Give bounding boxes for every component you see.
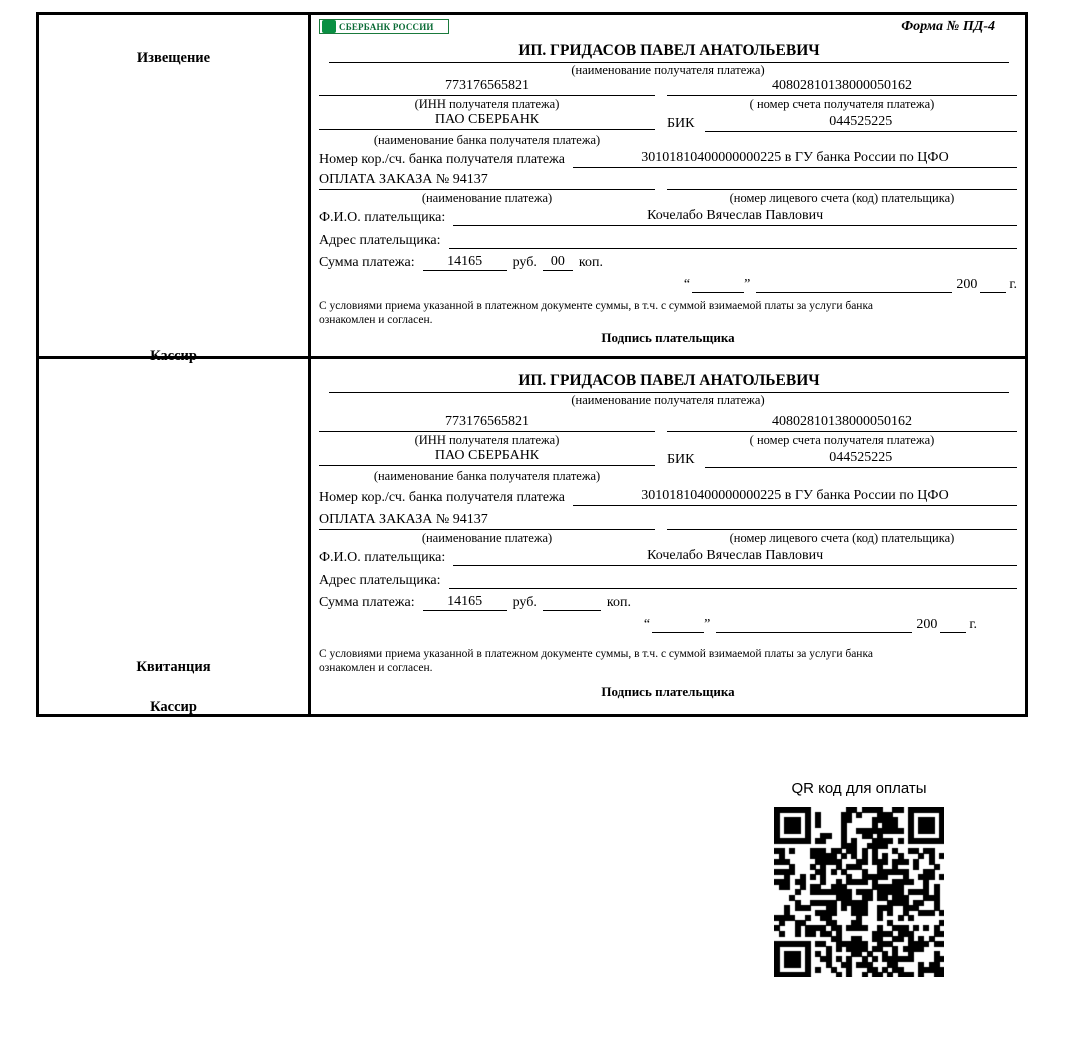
caption-recipient-notice: (наименование получателя платежа) — [571, 63, 765, 77]
label-kassir-receipt: Кассир — [150, 698, 197, 715]
date-year-g-receipt: г. — [969, 616, 977, 632]
payment-purpose-receipt: ОПЛАТА ЗАКАЗА № 94137 — [319, 512, 655, 530]
receipt-right-column — [311, 359, 1025, 714]
agreement-line1-receipt: С условиями приема указанной в платежном документе суммы, в т.ч. с суммой взимаемой платы за услуги банка — [319, 647, 873, 660]
date-day-blank-notice — [692, 278, 744, 293]
caption-payment-notice: (наименование платежа) — [421, 191, 553, 205]
date-day-blank-receipt — [652, 618, 704, 633]
korr-label-receipt: Номер кор./сч. банка получателя платежа — [319, 489, 565, 505]
sum-kop-value-receipt — [543, 594, 601, 611]
recipient-name-receipt: ИП. ГРИДАСОВ ПАВЕЛ АНАТОЛЬЕВИЧ — [329, 371, 1009, 393]
sum-kop-value-notice: 00 — [543, 254, 573, 271]
personal-account-notice — [667, 172, 1017, 190]
date-quote-close-receipt: ” — [704, 616, 711, 632]
bik-row-notice — [667, 114, 1017, 132]
kop-label-notice: коп. — [578, 255, 603, 270]
agreement-line2-receipt: ознакомлен и согласен. — [319, 662, 433, 675]
date-year-prefix-notice: 200 — [956, 277, 978, 292]
receipt-left-column — [39, 359, 311, 714]
date-month-blank-notice — [756, 278, 952, 293]
caption-payment-receipt: (наименование платежа) — [421, 530, 553, 545]
caption-personal-account-receipt: (номер лицевого счета (код) плательщика) — [729, 530, 955, 545]
payer-fio-value-notice: Кочелабо Вячеслав Павлович — [453, 208, 1017, 226]
sum-label-receipt: Сумма платежа: — [319, 594, 415, 610]
notice-section — [39, 15, 1025, 364]
payer-fio-row-receipt — [319, 548, 1017, 566]
qr-block — [764, 780, 954, 977]
date-year-g-notice: г. — [1009, 277, 1017, 292]
label-kassir-notice: Кассир — [150, 348, 197, 364]
account-value-receipt: 40802810138000050162 — [667, 414, 1017, 432]
date-row-notice — [319, 277, 1017, 293]
korr-row-receipt — [319, 488, 1017, 506]
korr-value-notice: 30101810400000000225 в ГУ банка России по ЦФО — [573, 150, 1017, 168]
payment-form — [36, 12, 1028, 717]
bik-row-receipt — [667, 450, 1017, 468]
date-month-blank-receipt — [716, 618, 912, 633]
caption-inn-notice: (ИНН получателя платежа) — [414, 97, 560, 111]
payer-address-row-receipt — [319, 571, 1017, 589]
caption-account-receipt: ( номер счета получателя платежа) — [749, 432, 935, 447]
payer-fio-label-receipt: Ф.И.О. плательщика: — [319, 549, 446, 565]
inn-account-row-receipt — [319, 414, 1017, 448]
purpose-row-receipt — [319, 512, 1017, 546]
bik-value-receipt: 044525225 — [705, 450, 1017, 468]
sberbank-logo — [319, 19, 449, 34]
receipt-section — [39, 356, 1025, 714]
bik-value-notice: 044525225 — [705, 114, 1017, 132]
korr-value-receipt: 30101810400000000225 в ГУ банка России по ЦФО — [573, 488, 1017, 506]
bik-label-notice: БИК — [667, 116, 695, 131]
korr-row-notice — [319, 150, 1017, 168]
korr-label-notice: Номер кор./сч. банка получателя платежа — [319, 152, 565, 167]
agreement-note-receipt — [319, 647, 1017, 676]
date-row-receipt — [319, 617, 977, 633]
label-kvitanciya: Квитанция — [136, 658, 211, 675]
notice-header-row — [319, 19, 1017, 41]
agreement-line2-notice: ознакомлен и согласен. — [319, 314, 433, 327]
date-quote-close-notice: ” — [744, 277, 751, 292]
label-izveshchenie: Извещение — [136, 50, 211, 66]
inn-value-notice: 773176565821 — [319, 78, 655, 96]
purpose-row-notice — [319, 172, 1017, 206]
sberbank-mark-icon — [322, 20, 336, 33]
payer-address-label-notice: Адрес плательщика: — [319, 233, 441, 248]
caption-bank-receipt: (наименование банка получателя платежа) — [373, 468, 601, 483]
qr-code-image — [774, 807, 944, 977]
bik-label-receipt: БИК — [667, 451, 695, 467]
payer-fio-row-notice — [319, 208, 1017, 226]
notice-right-column — [311, 15, 1025, 356]
caption-bank-notice: (наименование банка получателя платежа) — [373, 133, 601, 147]
sum-rub-value-notice: 14165 — [423, 254, 507, 271]
signature-label-receipt: Подпись плательщика — [601, 683, 735, 699]
sberbank-logo-text: СБЕРБАНК РОССИИ — [339, 21, 434, 32]
rub-label-notice: руб. — [512, 255, 537, 270]
bank-value-receipt: ПАО СБЕРБАНК — [319, 448, 655, 466]
payer-fio-label-notice: Ф.И.О. плательщика: — [319, 210, 446, 225]
sum-label-notice: Сумма платежа: — [319, 255, 415, 270]
agreement-note-notice — [319, 299, 1017, 328]
payer-address-value-receipt — [449, 571, 1017, 589]
date-quote-open-notice: “ — [683, 277, 691, 292]
payer-address-row-notice — [319, 231, 1017, 249]
bank-bik-row-receipt — [319, 448, 1017, 468]
bank-caption-row-receipt — [319, 468, 1017, 484]
caption-recipient-receipt: (наименование получателя платежа) — [571, 392, 765, 407]
rub-label-receipt: руб. — [512, 594, 537, 610]
payment-purpose-notice: ОПЛАТА ЗАКАЗА № 94137 — [319, 172, 655, 190]
kop-label-receipt: коп. — [606, 594, 631, 610]
caption-account-notice: ( номер счета получателя платежа) — [749, 97, 935, 111]
bank-caption-row-notice — [319, 132, 1017, 148]
account-value-notice: 40802810138000050162 — [667, 78, 1017, 96]
payer-fio-value-receipt: Кочелабо Вячеслав Павлович — [453, 548, 1017, 566]
notice-left-column — [39, 15, 311, 364]
form-number: Форма № ПД-4 — [901, 19, 995, 34]
payer-address-label-receipt: Адрес плательщика: — [319, 572, 441, 588]
qr-title: QR код для оплаты — [791, 780, 927, 797]
sum-rub-value-receipt: 14165 — [423, 594, 507, 611]
inn-value-receipt: 773176565821 — [319, 414, 655, 432]
payer-address-value-notice — [449, 231, 1017, 249]
date-year-blank-receipt — [940, 618, 966, 633]
inn-account-row-notice — [319, 78, 1017, 112]
sum-row-receipt — [319, 594, 1017, 611]
date-quote-open-receipt: “ — [643, 616, 651, 632]
date-year-prefix-receipt: 200 — [916, 616, 938, 632]
recipient-name-notice: ИП. ГРИДАСОВ ПАВЕЛ АНАТОЛЬЕВИЧ — [329, 41, 1009, 63]
caption-personal-account-notice: (номер лицевого счета (код) плательщика) — [729, 191, 955, 205]
agreement-line1-notice: С условиями приема указанной в платежном документе суммы, в т.ч. с суммой взимаемой платы за услуги банка — [319, 300, 873, 312]
date-year-blank-notice — [980, 278, 1006, 293]
bank-bik-row-notice — [319, 112, 1017, 132]
caption-inn-receipt: (ИНН получателя платежа) — [414, 432, 560, 447]
personal-account-receipt — [667, 512, 1017, 530]
sum-row-notice — [319, 254, 1017, 271]
bank-value-notice: ПАО СБЕРБАНК — [319, 112, 655, 130]
signature-label-notice: Подпись плательщика — [601, 329, 735, 345]
